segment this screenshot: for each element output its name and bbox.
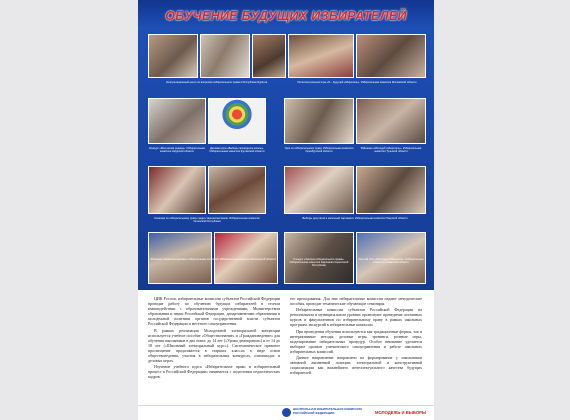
caption-5: Урок по избирательному праву. Избирательная комиссия Оренбургской области [284,147,354,154]
caption-2: Интеллектуальная игра «Я – будущий избиратель». Избирательная комиссия Московской области [297,81,417,84]
photo-3 [252,34,286,78]
caption-3: Конкурс «Моя малая родина». Избирательная комиссия Амурской области [149,147,205,154]
caption-9: Обучение членов молодежных избирательных комиссий. Избирательная комиссия Московской области [150,258,276,261]
paragraph: В рамках реализации Молодежной электоральной концепции используется учебное пособие «Обществознание» и «Граждановедение» для обучения школьников в два этапа: до 14 лет («Уроки демократии») и от 14 до 18 лет («Школьный электоральный курс»). Систематическое правовое просвещение продолжается в старших классах в виде основ обществоведения, участия в избирательных конкурсах, олимпиадах и деловых играх. [148,327,280,364]
cik-label: ЦЕНТРАЛЬНАЯ ИЗБИРАТЕЛЬНАЯ КОМИССИЯ РОССИЙСКОЙ ФЕДЕРАЦИИ [293,407,362,415]
caption-1: Консультационный центр по вопросам избирательного права в Республике Бурятия. [166,81,268,84]
caption-4: Деловая игра «Выборы президента школы». Избирательная комиссия Курганской области [209,147,265,154]
photo-4 [288,34,354,78]
paragraph: Избирательные комиссии субъектов Российской Федерации на региональном и муниципальном уровнях организуют проведение поэтапных курсов и факультативов по избирательному праву в рамках школьных программ, экскурсий в избирательные комиссии. [290,307,422,328]
poster-title: ОБУЧЕНИЕ БУДУЩИХ ИЗБИРАТЕЛЕЙ [165,9,407,23]
paragraph: ЦИК России, избирательные комиссии субъектов Российской Федерации проводят работу по обучению будущих избирателей в тесном взаимодействии с образовательными учреждениями, Министерством образования и науки Российской Федерации, департаментами образования и молодежной политики органов государственной власти субъектов Российской Федерации и местного самоуправления. [148,296,280,327]
body-text [138,290,434,420]
poster-footer [138,405,434,420]
photo-13 [356,166,426,214]
paragraph: его преподавания. Для них избирательные комиссии издают методические пособия, проводят тематические обучающие семинары. [290,296,422,307]
photo-5 [356,34,426,78]
caption-8: Выборы депутатов в школьный парламент. Избирательная комиссия Тверской области [302,217,408,220]
photo-6 [148,98,206,144]
caption-10: Конкурс «Знатоки избирательного права». Избирательная комиссия Карачаево-Черкесской Республики [289,258,349,268]
paragraph: Изучение учебного курса «Избирательное право и избирательный процесс в Российской Федерации» начинается с подготовки педагогических кадров. [148,364,280,380]
paragraph: При проведении обучения используются как традиционные формы, так и интерактивные методы: деловые игры, тренинги, ролевые игры, моделирование избирательных процедур. Особое внимание уделяется выборам органов ученического самоуправления и работе школьных избирательных комиссий. [290,328,422,354]
caption-7: Семинар по избирательному праву среди старшеклассников. Избирательная комиссия Чеченской Республики [154,217,260,224]
photo-panel [138,28,434,290]
poster [138,0,434,420]
text-column-left [148,296,280,381]
text-column-right [290,296,422,376]
photo-8 [284,98,354,144]
photo-11 [208,166,266,214]
paragraph: Данное направление направлено на формирование у школьников активной жизненной позиции, электоральной и конструктивной социализации как важнейшего интеллектуального качества будущих избирателей. [290,355,422,376]
photo-9 [356,98,426,144]
caption-11: Круглый стол «Молодые избиратели». Избирательная комиссия Самарской области [358,258,424,265]
caption-6: Районная «Молодой избиратель». Избирательная комиссия Тульской области [360,147,422,154]
photo-12 [284,166,354,214]
series-label: МОЛОДЕЖЬ И ВЫБОРЫ [375,410,426,415]
photo-10 [148,166,206,214]
photo-7 [208,98,266,144]
photo-1 [148,34,198,78]
poster-header [138,0,434,28]
cik-emblem-icon [282,408,291,417]
photo-2 [200,34,250,78]
